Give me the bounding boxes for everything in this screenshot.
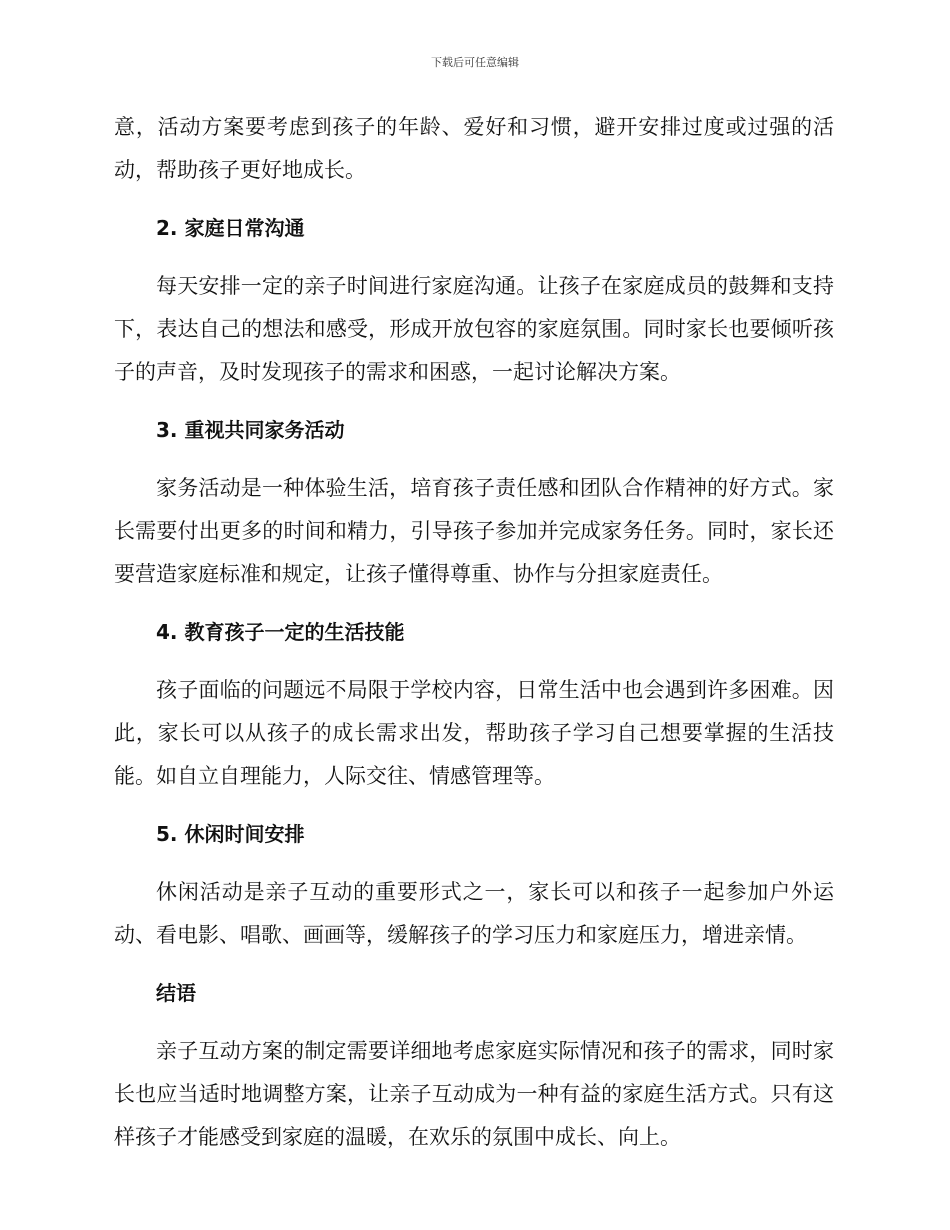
section-heading-life-skills: 4. 教育孩子一定的生活技能 [156, 620, 405, 644]
section-body-daily-communication: 每天安排一定的亲子时间进行家庭沟通。让孩子在家庭成员的鼓舞和支持下，表达自己的想法和感受，形成开放包容的家庭氛围。同时家长也要倾听孩子的声音，及时发现孩子的需求和困惑，一起讨论解决方案。 [114, 274, 834, 384]
section-body-housework: 家务活动是一种体验生活，培育孩子责任感和团队合作精神的好方式。家长需要付出更多的时间和精力，引导孩子参加并完成家务任务。同时，家长还要营造家庭标准和规定，让孩子懂得尊重、协作与分担家庭责任。 [114, 476, 834, 586]
section-body-life-skills: 孩子面临的问题远不局限于学校内容，日常生活中也会遇到许多困难。因此，家长可以从孩子的成长需求出发，帮助孩子学习自己想要掌握的生活技能。如自立自理能力，人际交往、情感管理等。 [114, 678, 834, 788]
intro-continuation-paragraph: 意，活动方案要考虑到孩子的年龄、爱好和习惯，避开安排过度或过强的活动，帮助孩子更好地成长。 [114, 115, 834, 182]
section-body-leisure-time: 休闲活动是亲子互动的重要形式之一，家长可以和孩子一起参加户外运动、看电影、唱歌、画画等，缓解孩子的学习压力和家庭压力，增进亲情。 [114, 880, 834, 947]
section-heading-leisure-time: 5. 休闲时间安排 [156, 822, 305, 846]
section-heading-daily-communication: 2. 家庭日常沟通 [156, 216, 305, 240]
section-heading-housework: 3. 重视共同家务活动 [156, 418, 345, 442]
page-header: 下载后可任意编辑 [431, 56, 519, 69]
section-body-conclusion: 亲子互动方案的制定需要详细地考虑家庭实际情况和孩子的需求，同时家长也应当适时地调整方案，让亲子互动成为一种有益的家庭生活方式。只有这样孩子才能感受到家庭的温暖，在欢乐的氛围中成长、向上。 [114, 1039, 834, 1149]
document-body [114, 106, 834, 1174]
section-heading-conclusion: 结语 [156, 981, 196, 1005]
